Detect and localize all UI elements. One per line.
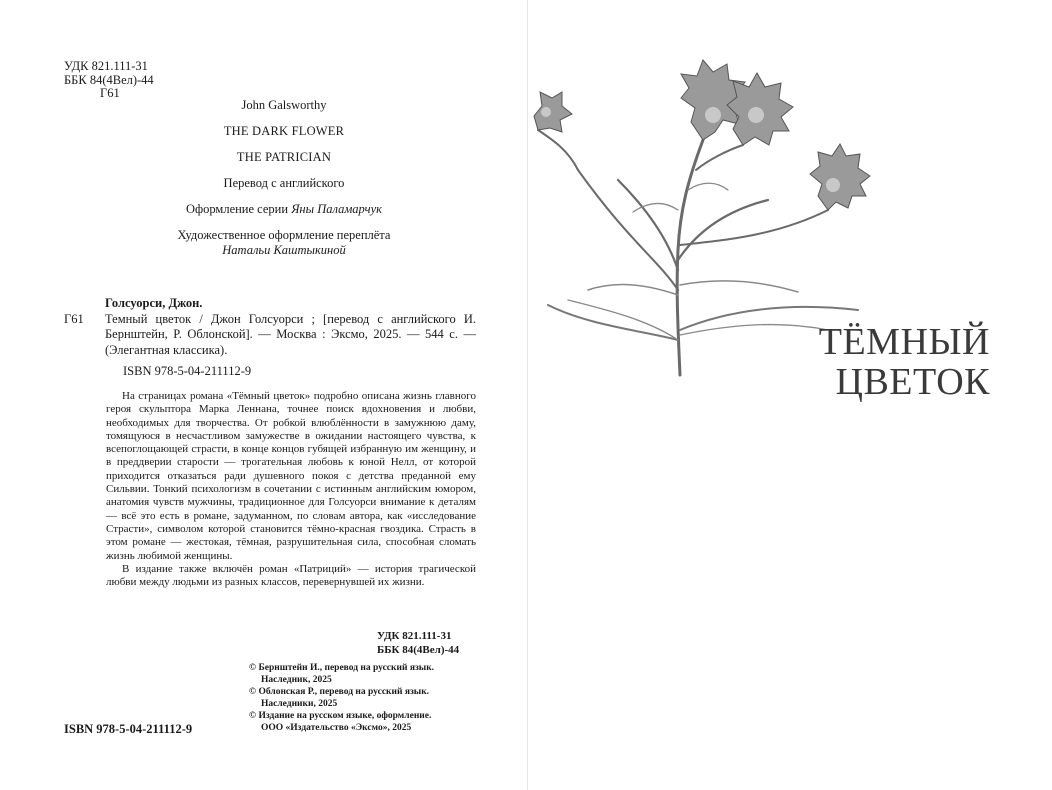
udk-code-bottom: УДК 821.111-31 (377, 630, 452, 642)
biblio-code: Г61 (64, 311, 84, 326)
series-designer: Яны Паламарчук (291, 202, 382, 216)
annotation-paragraph-2: В издание также включён роман «Патриций» — история трагической любви между людьми из разных классов, перевернувшей их жизни. (106, 562, 476, 589)
copyright-block (249, 662, 434, 734)
original-title-2: THE PATRICIAN (236, 150, 332, 164)
binding-design-credit: Художественное оформление переплёта (177, 228, 391, 242)
copyright-line: Наследники, 2025 (261, 699, 338, 709)
right-page (528, 0, 1052, 790)
bbk-code: ББК 84(4Вел)-44 (64, 72, 154, 87)
udk-code: УДК 821.111-31 (64, 59, 148, 73)
copyright-line: © Издание на русском языке, оформление. (249, 711, 432, 721)
book-title (819, 322, 990, 402)
udk-block-bottom (377, 629, 459, 657)
copyright-line: Наследник, 2025 (261, 675, 332, 685)
binding-designer: Натальи Каштыкиной (222, 243, 346, 257)
translation-note: Перевод с английского (223, 176, 345, 190)
bbk-code-bottom: ББК 84(4Вел)-44 (377, 644, 460, 656)
credits-block (110, 98, 458, 258)
udk-block-top (64, 60, 154, 101)
copyright-line: © Облонская Р., перевод на русский язык. (249, 687, 430, 697)
bibliographic-record (64, 296, 476, 380)
original-title-1: THE DARK FLOWER (223, 124, 345, 138)
biblio-entry (64, 312, 476, 359)
biblio-author: Голсуорси, Джон. (105, 296, 203, 310)
series-design-credit (110, 202, 458, 217)
biblio-isbn: ISBN 978-5-04-211112-9 (123, 364, 252, 378)
annotation-paragraph-1: На страницах романа «Тёмный цветок» подробно описана жизнь главного героя скульптора Марка Леннана, точнее поиск вдохновения и любви, необходимых для творчества. От робкой влюблённости в замужнюю даму, томящуюся в несчастливом замужестве в ожидании настоящего чувства, к всепоглощающей страсти, в конце концов губящей избранную им женщину, и в преддверии старости — трогательная любовь к юной Нелл, от которой приходится отказаться ради душевного покоя с детства преданной ему Сильвии. Тонкий психологизм в сочетании с истинным английским юмором, анатомия чувств мужчины, традиционное для Голсуорси внимание к деталям — всё это есть в романе, задуманном, по словам автора, как «исследование Страсти», символом которой становится тёмно-красная гвоздика. Страсть в этом романе — жестокая, тёмная, разрушительная сила, способная сломать жизнь любимой женщины. (106, 390, 476, 562)
copyright-line: ООО «Издательство «Эксмо», 2025 (261, 723, 412, 733)
book-title-line-1: ТЁМНЫЙ (818, 321, 990, 363)
original-author: John Galsworthy (241, 98, 327, 112)
book-title-line-2: ЦВЕТОК (835, 361, 990, 403)
author-mark: Г61 (100, 86, 120, 100)
series-design-prefix: Оформление серии (185, 202, 292, 216)
annotation (106, 390, 476, 589)
isbn-bottom: ISBN 978-5-04-211112-9 (64, 722, 193, 736)
copyright-line: © Бернштейн И., перевод на русский язык. (249, 663, 435, 673)
biblio-entry-text: Темный цветок / Джон Голсуорси ; [перевод с английского И. Бернштейн, Р. Облонской]. — Москва : Эксмо, 2025. — 544 с. — (Элегантная классика). (105, 311, 476, 357)
